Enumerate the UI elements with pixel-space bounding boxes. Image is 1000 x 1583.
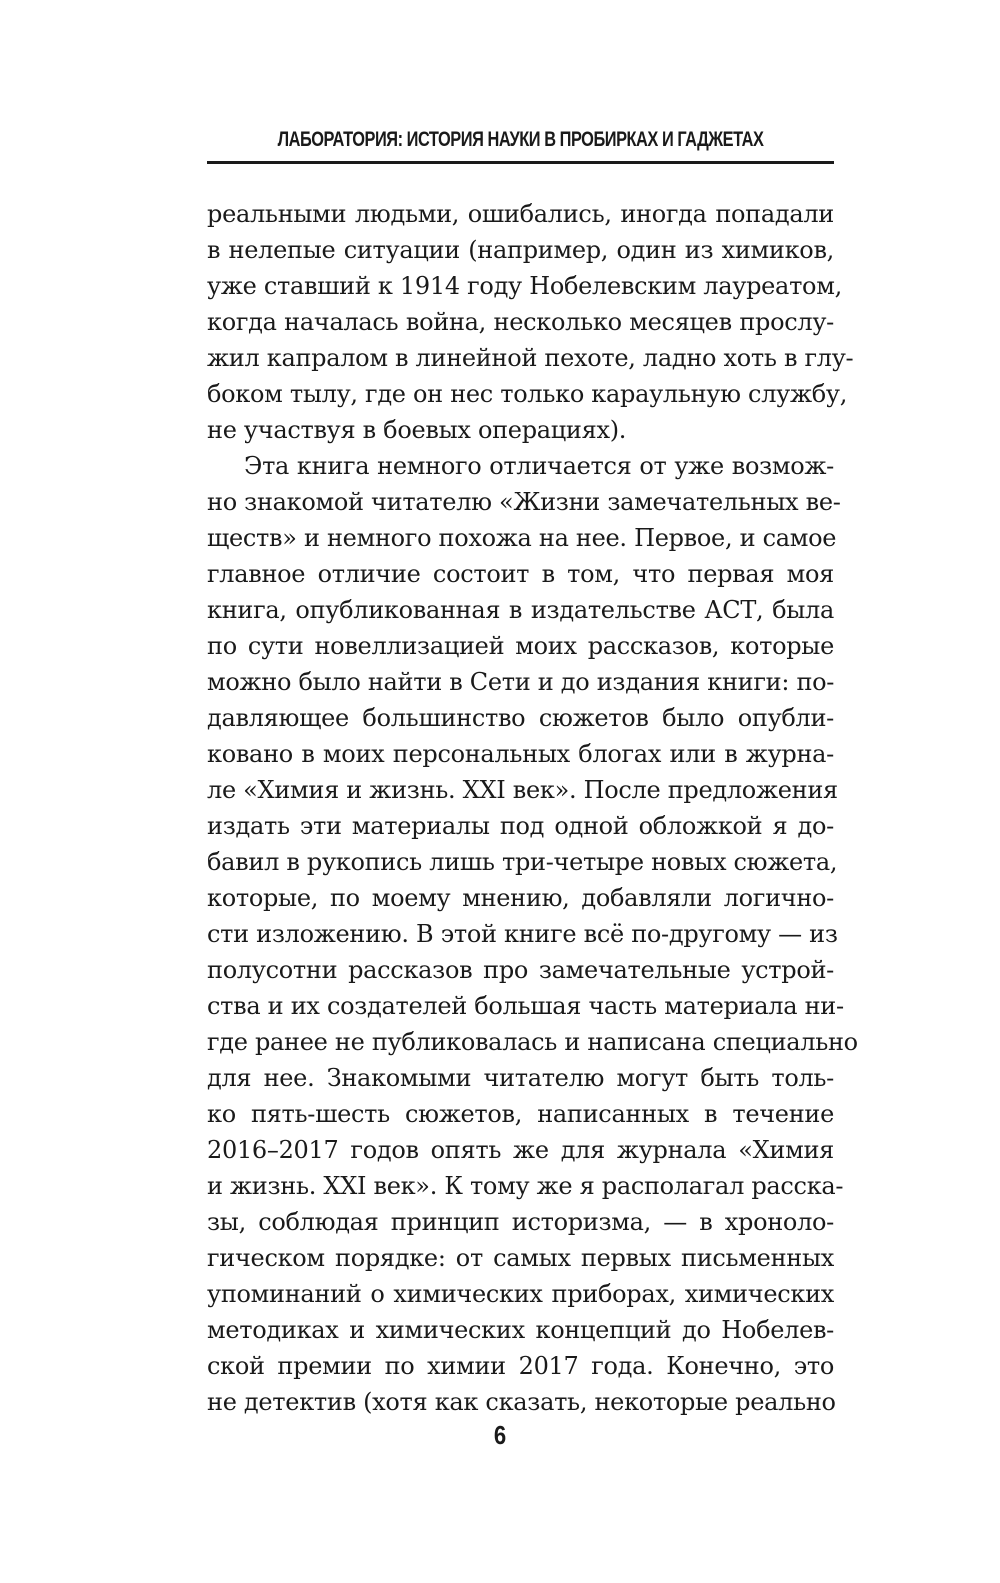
text-line: ко пять-шесть сюжетов, написанных в течение	[207, 1100, 834, 1128]
text-line: книга, опубликованная в издательстве АСТ, была	[207, 596, 834, 624]
text-line: и жизнь. XXI век». К тому же я располагал расска-	[207, 1172, 844, 1200]
text-line: ле «Химия и жизнь. XXI век». После предложения	[207, 776, 838, 804]
text-line: не детектив (хотя как сказать, некоторые реально	[207, 1388, 836, 1416]
text-line: но знакомой читателю «Жизни замечательных ве-	[207, 488, 841, 516]
text-line: ства и их создателей большая часть материала ни-	[207, 992, 844, 1020]
text-line: для нее. Знакомыми читателю могут быть толь-	[207, 1064, 834, 1092]
text-line: упоминаний о химических приборах, химических	[207, 1280, 834, 1308]
text-line: где ранее не публиковалась и написана специально	[207, 1028, 858, 1056]
text-line: которые, по моему мнению, добавляли логично-	[207, 884, 834, 912]
running-head: ЛАБОРАТОРИЯ: ИСТОРИЯ НАУКИ В ПРОБИРКАХ И ГАДЖЕТАХ	[277, 128, 764, 151]
page-number: 6	[493, 1420, 507, 1450]
text-line: боком тылу, где он нес только караульную службу,	[207, 380, 848, 408]
text-line: реальными людьми, ошибались, иногда попадали	[207, 200, 834, 228]
text-line: по сути новеллизацией моих рассказов, которые	[207, 632, 834, 660]
text-line: не участвуя в боевых операциях).	[207, 416, 627, 444]
text-line: в нелепые ситуации (например, один из химиков,	[207, 236, 834, 264]
paragraph-2	[207, 448, 858, 1420]
text-line: полусотни рассказов про замечательные устрой-	[207, 956, 834, 984]
text-line: сти изложению. В этой книге всё по-другому — из	[207, 920, 838, 948]
text-line: методиках и химических концепций до Нобелев-	[207, 1316, 834, 1344]
text-line: главное отличие состоит в том, что первая моя	[207, 560, 834, 588]
text-line: когда началась война, несколько месяцев прослу-	[207, 308, 834, 336]
body-text	[207, 196, 858, 1420]
text-line: можно было найти в Сети и до издания книги: по-	[207, 668, 835, 696]
text-line: ской премии по химии 2017 года. Конечно, это	[207, 1352, 834, 1380]
text-line: гическом порядке: от самых первых письменных	[207, 1244, 834, 1272]
text-line: издать эти материалы под одной обложкой я до-	[207, 812, 834, 840]
text-line: ществ» и немного похожа на нее. Первое, и самое	[207, 524, 837, 552]
text-line: 2016–2017 годов опять же для журнала «Химия	[207, 1136, 834, 1164]
text-line: зы, соблюдая принцип историзма, — в хроноло-	[207, 1208, 834, 1236]
text-line: Эта книга немного отличается от уже возмож-	[244, 452, 834, 480]
text-line: уже ставший к 1914 году Нобелевским лауреатом,	[207, 272, 842, 300]
header-rule	[207, 161, 834, 164]
text-line: жил капралом в линейной пехоте, ладно хоть в глу-	[207, 344, 854, 372]
text-line: давляющее большинство сюжетов было опубли-	[207, 704, 834, 732]
text-line: ковано в моих персональных блогах или в журна-	[207, 740, 834, 768]
text-line: бавил в рукопись лишь три-четыре новых сюжета,	[207, 848, 838, 876]
paragraph-1	[207, 196, 854, 448]
